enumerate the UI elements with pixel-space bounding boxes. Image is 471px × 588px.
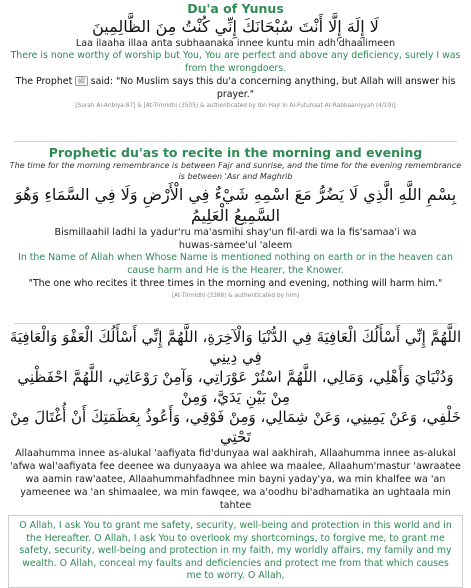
afiyah-section (6, 327, 465, 581)
bismillah-arabic-line1: بِسْمِ اللَّهِ الَّذِي لَا يَضُرُّ مَعَ اسْمِهِ شَيْءٌ فِي الْأَرْضِ وَلَا فِي السَّمَاءِ وَهُوَ (14, 185, 457, 204)
bismillah-reference: [At-Tirmidhi (3388) & authenticated by him] (171, 292, 300, 299)
yunus-transliteration: Laa ilaaha illaa anta subhaanaka innee kuntu min adh'dhaalimeen (75, 38, 396, 49)
afiyah-translation: O Allah, I ask You to grant me safety, security, well-being and protection in this world and in the Hereafter. O Allah, I ask You to overlook my shortcomings, to forgive me, to grant me safety, security, well-being and protection in my faith, my worldly affairs, my family and my wealth. O Allah, conceal my faults and deficiencies and protect me from that which causes me to worry. O Allah, (19, 520, 452, 581)
yunus-hadith (6, 76, 465, 101)
morning-evening-title: Prophetic du'as to recite in the morning and evening (48, 145, 423, 160)
yunus-translation: There is none worthy of worship but You, You are perfect and above any deficiency, surely I was from the wrongdoers. (10, 50, 461, 74)
afiyah-arabic-line1: اللَّهُمَّ إِنِّي أَسْأَلُكَ الْعَافِيَةَ فِي الدُّنْيَا وَالْآخِرَةِ، اللَّهُمَّ إِنِّي أَسْأَلُكَ الْعَفْوَ وَالْعَافِيَةَ فِي دِينِي (9, 328, 462, 366)
section-divider (14, 323, 457, 324)
afiyah-transliteration: Allaahumma innee as-alukal 'aafiyata fid'dunyaa wal aakhirah, Allaahumma innee as-alukal 'afwa wal'aafiyata fee deenee wa dunyaaya wa ahlee wa maalee, Allaahum'mastur 'awraatee wa aamin raw'aatee, Allaahummahfadhnee min bayni yaday'ya, wa min khalfee wa 'an yameenee wa 'an shimaalee, wa min fawqee, wa a'oodhu bi'adhamatika an ughtaala min tahtee (10, 448, 461, 511)
bismillah-hadith: "The one who recites it three times in the morning and evening, nothing will harm him." (28, 278, 443, 289)
yunus-section (6, 1, 465, 137)
yunus-arabic: لَا إِلَهَ إِلَّا أَنْتَ سُبْحَانَكَ إِنِّي كُنْتُ مِنَ الظَّالِمِينَ (92, 17, 379, 36)
dua-page (0, 1, 471, 581)
bismillah-translation: In the Name of Allah when Whose Name is mentioned nothing on earth or in the heaven can cause harm and He is the Hearer, the Knower. (18, 252, 453, 276)
yunus-hadith-after: said: "No Muslim says this du'a concerning anything, but Allah will answer his prayer." (90, 76, 456, 100)
morning-evening-intro: The time for the morning remembrance is between Fajr and sunrise, and the time for the evening remembrance is between 'Asr and Maghrib (9, 161, 462, 181)
bismillah-arabic-line2: السَّمِيعُ الْعَلِيمُ (190, 206, 281, 225)
yunus-hadith-before: The Prophet (15, 76, 73, 87)
yunus-title: Du'a of Yunus (187, 1, 284, 16)
morning-evening-section (6, 145, 465, 319)
salawat-symbol-icon: ﷺ (77, 77, 86, 85)
bismillah-transliteration-line1: Bismillaahil ladhi la yadur'ru ma'asmihi shay'un fil-ardi wa la fis'samaa'i wa (54, 227, 417, 238)
bismillah-transliteration-line2: huwas-samee'ul 'aleem (178, 240, 293, 251)
afiyah-arabic-line2: وَدُنْيَايَ وَأَهْلِي، وَمَالِي، اللَّهُمَّ اسْتُرْ عَوْرَاتِي، وَآمِنْ رَوْعَاتِي، اللَّهُمَّ احْفَظْنِي مِنْ بَيْنِ يَدَيَّ، وَمِنْ (17, 368, 454, 406)
afiyah-arabic-line3: خَلْفِي، وَعَنْ يَمِينِي، وَعَنْ شِمَالِي، وَمِنْ فَوْقِي، وَأَعُوذُ بِعَظَمَتِكَ أَنْ أُغْتَالَ مِنْ تَحْتِي (10, 408, 461, 446)
section-divider (14, 141, 457, 142)
yunus-reference: [Surah Al-Anbiya:87] & [At-Tirmidhi (3505) & authenticated by Ibn Hajr in Al-Futuhaat Ar-Rabbaaniyyah (4/19)] (75, 103, 396, 109)
afiyah-translation-box (8, 515, 463, 588)
